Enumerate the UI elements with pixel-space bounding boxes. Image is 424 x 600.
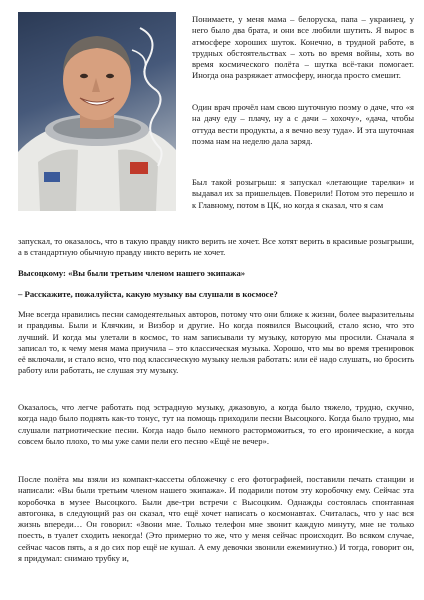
- paragraph-4: Мне всегда нравились песни самодеятельных авторов, потому что они ближе к жизни, более выразительны и правдивы. Были и Клячкин, и Визбор и другие. Но когда появился Высоцкий, стало ясно, что это лучший. И когда мы улетали в космос, то нам записывали ту музыку, которую мы просили. Сначала я записал то, к чему меня мама приучила – это классическая музыка. Хорошо, что мы во время тренировок её включали, и стало ясно, что под классическую музыку нельзя работать: или её надо слушать, но бросить работу или работать, не слушая эту музыку.: [18, 309, 414, 376]
- cosmonaut-photo-icon: [18, 12, 176, 211]
- paragraph-1: Понимаете, у меня мама – белоруска, папа – украинец, у него было два брата, и они все любили шутить. Я вырос в атмосфере хороших шуток. Конечно, в трудной работе, в трудных обстоятельствах – хоть во время войны, хоть во время космического полёта – шутка всё-таки помогает. Иногда она разряжает атмосферу, иногда просто смешит.: [192, 14, 414, 81]
- question-heading: – Расскажите, пожалуйста, какую музыку вы слушали в космосе?: [18, 289, 278, 299]
- paragraph-3b: запускал, то оказалось, что в такую правду никто верить не хочет. Все хотят верить в красивые розыгрыши, а в стандартную обычную правду никто верить не хочет.: [18, 236, 414, 258]
- paragraph-3a: Был такой розыгрыш: я запускал «летающие тарелки» и выдавал их за пришельцев. Поверили! Потом это перешло и к Главному, потом в ЦК, но когда я сказал, что я сам: [192, 177, 414, 210]
- paragraph-5: Оказалось, что легче работать под эстрадную музыку, джазовую, а когда было тяжело, трудно, скучно, когда надо было поднять как-то тонус, тут на помощь приходили песни Высоцкого. Когда было трудно, мы слушали патриотические песни. Когда надо было немного расторможиться, то его иронические, а когда совсем было плохо, то мы уже сами пели его песню «Ещё не вечер».: [18, 402, 414, 446]
- cosmonaut-photo: [18, 12, 176, 211]
- section-heading: Высоцкому: «Вы были третьим членом нашего экипажа»: [18, 268, 246, 278]
- paragraph-6: После полёта мы взяли из компакт-кассеты обложечку с его фотографией, поставили печать станции и написали: «Вы были третьим членом нашего экипажа». И подарили потом эту коробочку ему. Сейчас эта коробочка в музее Высоцкого. Были две-три встречи с Высоцким. Однажды состоялась спонтанная автогонка, в следующий раз он сказал, что ещё хочет написать о космонавтах. Считалась, что у нас вся жизнь впереди… Он говорил: «Звони мне. Только телефон мне звонит каждую минуту, мне не только поесть, в туалет сходить некогда! (Это примерно то же, что у меня сейчас происходит. Во всяком случае, сейчас часов пять, а я до сих пор ещё не кушал. А ему девочки звонили ежеминутно.) И тогда, говорит он, я придумал: снимаю трубку и,: [18, 474, 414, 564]
- paragraph-2: Один врач прочёл нам свою шуточную поэму о даче, что «я на дачу еду – плачу, ну а с дачи – хохочу», «дача, чтобы оттуда вести продукты, а я вечно везу туда». И эта шуточная поэма нам на неделю дала заряд.: [192, 102, 414, 146]
